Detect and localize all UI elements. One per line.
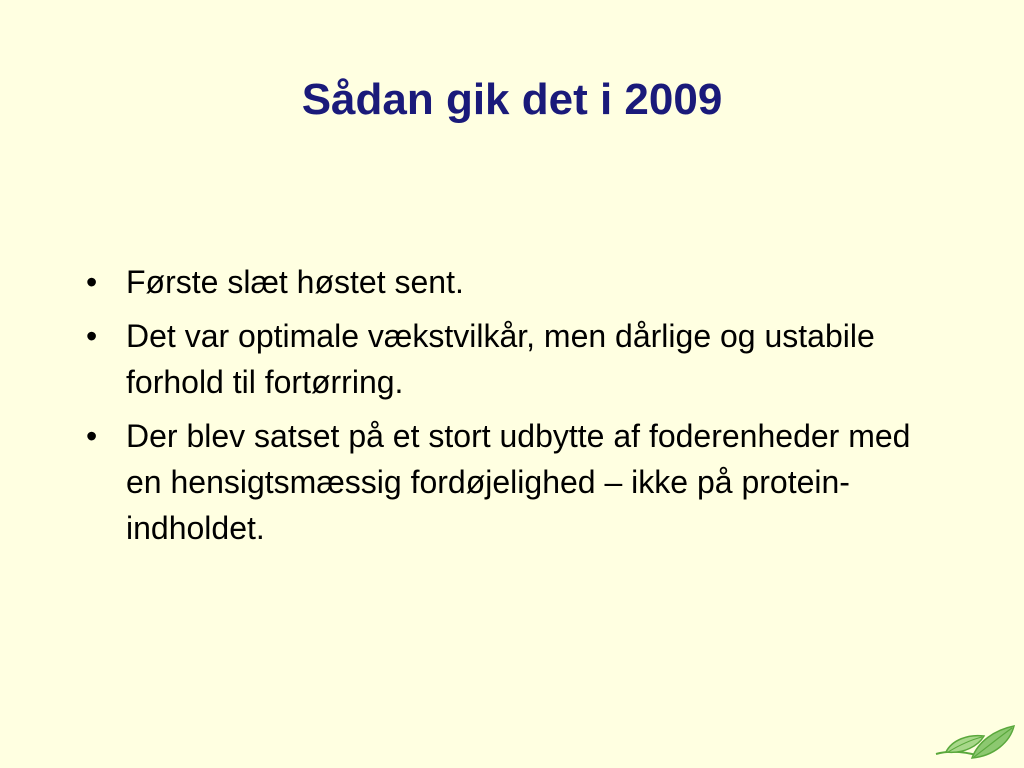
bullet-text: Det var optimale vækstvilkår, men dårlige og ustabile forhold til fortørring. (126, 318, 875, 400)
bullet-item-3 (86, 413, 946, 551)
bullet-marker: • (86, 264, 98, 300)
bullet-marker: • (86, 318, 98, 354)
leaf-logo-icon (932, 722, 1016, 766)
bullet-text: Der blev satset på et stort udbytte af foderenheder med en hensigtsmæssig fordøjelighed – ikke på protein-indholdet. (126, 418, 911, 546)
bullet-item-1 (86, 259, 946, 305)
bullet-marker: • (86, 418, 98, 454)
slide-title: Sådan gik det i 2009 (301, 75, 723, 124)
bullet-list (86, 259, 946, 559)
bullet-text: Første slæt høstet sent. (126, 264, 464, 300)
bullet-item-2 (86, 313, 946, 405)
